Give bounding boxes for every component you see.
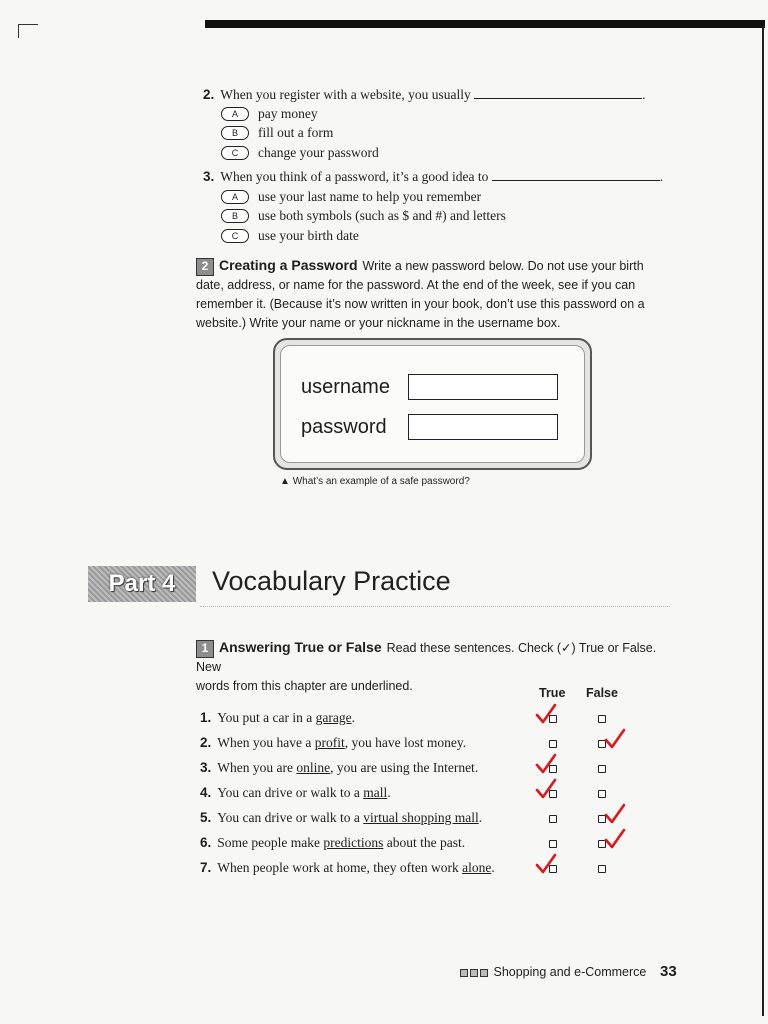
scan-right-edge	[762, 26, 764, 1016]
check-mark-icon	[604, 828, 626, 850]
statement-row: 6. Some people make predictions about the past.	[200, 835, 466, 850]
false-column-header: False	[586, 686, 618, 700]
statement-row: 4. You can drive or walk to a mall.	[200, 785, 391, 800]
true-checkbox[interactable]	[549, 840, 557, 848]
option-bubble[interactable]: C	[221, 229, 249, 243]
statement-row: 5. You can drive or walk to a virtual shopping mall.	[200, 810, 483, 825]
q2-option-c[interactable]: C change your password	[221, 144, 379, 162]
vocab-word: online	[296, 760, 331, 775]
statement-row: 2. When you have a profit, you have lost money.	[200, 735, 467, 750]
check-mark-icon	[604, 728, 626, 750]
q2-option-b[interactable]: B fill out a form	[221, 124, 333, 142]
square-icon	[470, 969, 478, 977]
true-checkbox[interactable]	[549, 815, 557, 823]
q3-option-b[interactable]: B use both symbols (such as $ and #) and letters	[221, 207, 506, 225]
check-mark-icon	[535, 753, 557, 775]
scan-top-edge	[205, 20, 765, 28]
true-column-header: True	[539, 686, 566, 700]
vocab-word: predictions	[323, 835, 384, 850]
username-field[interactable]	[408, 374, 558, 400]
false-checkbox[interactable]	[598, 715, 606, 723]
chapter-footer: Shopping and e-Commerce	[460, 965, 646, 979]
login-caption: ▲ What’s an example of a safe password?	[280, 476, 470, 487]
part-label: Part 4	[88, 566, 196, 602]
triangle-icon: ▲	[280, 476, 290, 487]
password-field[interactable]	[408, 414, 558, 440]
login-form-illustration	[273, 338, 592, 470]
username-label: username	[301, 376, 390, 398]
answer-blank[interactable]	[492, 180, 660, 181]
divider	[200, 606, 670, 607]
true-false-instructions: 1 Answering True or False Read these sentences. Check (✓) True or False. New words from this chapter are underlined.	[196, 639, 657, 693]
false-checkbox[interactable]	[598, 765, 606, 773]
vocab-word: mall	[363, 785, 388, 800]
false-checkbox[interactable]	[598, 790, 606, 798]
answer-blank[interactable]	[474, 98, 642, 99]
section-heading: Creating a Password	[219, 257, 358, 273]
part-title: Vocabulary Practice	[212, 566, 451, 596]
question-2: 2. When you register with a website, you usually .	[203, 87, 646, 102]
vocab-word: profit	[314, 735, 345, 750]
check-mark-icon	[604, 803, 626, 825]
option-bubble[interactable]: C	[221, 146, 249, 160]
check-mark-icon	[535, 703, 557, 725]
scan-corner-mark	[18, 24, 38, 25]
statement-row: 1. You put a car in a garage.	[200, 710, 355, 725]
statement-row: 3. When you are online, you are using the Internet.	[200, 760, 479, 775]
check-mark-icon	[535, 853, 557, 875]
page-number: 33	[660, 963, 677, 980]
square-icon	[460, 969, 468, 977]
section-number-badge: 1	[196, 640, 214, 658]
false-checkbox[interactable]	[598, 865, 606, 873]
option-bubble[interactable]: A	[221, 190, 249, 204]
vocab-word: alone	[462, 860, 492, 875]
section-number-badge: 2	[196, 258, 214, 276]
password-label: password	[301, 416, 387, 438]
scan-corner-mark	[18, 24, 19, 38]
check-mark-icon	[535, 778, 557, 800]
true-checkbox[interactable]	[549, 740, 557, 748]
q3-option-a[interactable]: A use your last name to help you remember	[221, 188, 481, 206]
statement-row: 7. When people work at home, they often work alone.	[200, 860, 495, 875]
square-icon	[480, 969, 488, 977]
question-3: 3. When you think of a password, it’s a good idea to .	[203, 169, 664, 184]
vocab-word: virtual shopping mall	[363, 810, 479, 825]
vocab-word: garage	[315, 710, 352, 725]
creating-password-instructions: 2 Creating a Password Write a new password below. Do not use your birth date, address, or name for the password. At the end of the week, see if you can remember it. (Because it’s now written in your book, don’t use this password on a website.) Write your name or your nickname in the username box.	[196, 257, 645, 330]
option-bubble[interactable]: B	[221, 209, 249, 223]
section-heading: Answering True or False	[219, 639, 382, 655]
q2-option-a[interactable]: A pay money	[221, 105, 318, 123]
option-bubble[interactable]: A	[221, 107, 249, 121]
q3-option-c[interactable]: C use your birth date	[221, 227, 359, 245]
option-bubble[interactable]: B	[221, 126, 249, 140]
